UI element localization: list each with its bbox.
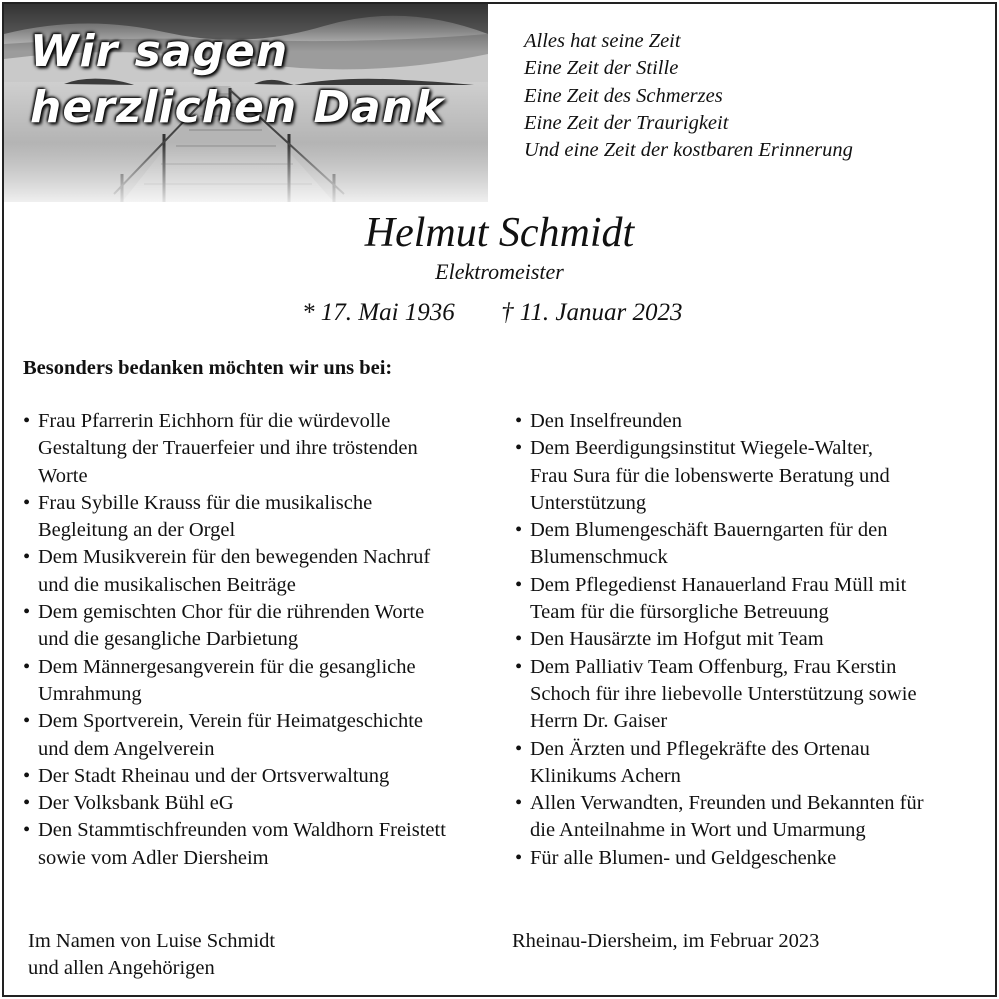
poem-line: Und eine Zeit der kostbaren Erinnerung: [524, 139, 853, 162]
thanks-item: • Dem Palliativ Team Offenburg, Frau Kerstin Schoch für ihre liebevolle Unterstützung sowie Herrn Dr. Gaiser: [515, 654, 985, 736]
photo-title-line-1: Wir sagen: [30, 26, 289, 77]
thanks-item: • Den Inselfreunden: [515, 408, 985, 435]
thanks-item: • Dem Männergesangverein für die gesangliche Umrahmung: [23, 654, 503, 709]
thanks-item: • Den Ärzten und Pflegekräfte des Ortenau Klinikums Achern: [515, 736, 985, 791]
poem: [524, 28, 853, 164]
poem-line: Eine Zeit der Traurigkeit: [524, 111, 729, 134]
thanks-item: • Dem gemischten Chor für die rührenden Worte und die gesangliche Darbietung: [23, 599, 503, 654]
thanks-item: • Frau Pfarrerin Eichhorn für die würdevolle Gestaltung der Trauerfeier und ihre tröstenden Worte: [23, 408, 503, 490]
thanks-list-right: [515, 408, 985, 872]
place-date: Rheinau-Diersheim, im Februar 2023: [512, 930, 820, 952]
poem-line: Eine Zeit des Schmerzes: [524, 84, 723, 107]
death-date: † 11. Januar 2023: [501, 299, 683, 326]
thanks-item: • Dem Pflegedienst Hanauerland Frau Müll mit Team für die fürsorgliche Betreuung: [515, 572, 985, 627]
signature-line-1: Im Namen von Luise Schmidt: [28, 930, 276, 952]
signature: [28, 928, 275, 983]
photo-title-line-2: herzlichen Dank: [30, 82, 445, 133]
thanks-item: • Den Hausärzte im Hofgut mit Team: [515, 626, 985, 653]
deceased-name: Helmut Schmidt: [364, 210, 635, 256]
thanks-item: • Dem Blumengeschäft Bauerngarten für den Blumenschmuck: [515, 517, 985, 572]
thanks-item: • Dem Beerdigungsinstitut Wiegele-Walter, Frau Sura für die lobenswerte Beratung und Unterstützung: [515, 435, 985, 517]
thanks-item: • Dem Musikverein für den bewegenden Nachruf und die musikalischen Beiträge: [23, 544, 503, 599]
poem-line: Eine Zeit der Stille: [524, 57, 679, 80]
thanks-item: • Allen Verwandten, Freunden und Bekannten für die Anteilnahme in Wort und Umarmung: [515, 790, 985, 845]
birth-date: * 17. Mai 1936: [302, 299, 455, 326]
thanks-heading: Besonders bedanken möchten wir uns bei:: [23, 357, 393, 379]
thanks-item: • Dem Sportverein, Verein für Heimatgeschichte und dem Angelverein: [23, 708, 503, 763]
thanks-list-left: [23, 408, 503, 872]
photo-title: [30, 24, 444, 136]
thanks-item: • Der Volksbank Bühl eG: [23, 790, 503, 817]
poem-line: Alles hat seine Zeit: [524, 30, 681, 52]
signature-line-2: und allen Angehörigen: [28, 957, 215, 980]
thanks-item: • Den Stammtischfreunden vom Waldhorn Freistett sowie vom Adler Diersheim: [23, 817, 503, 872]
obituary-notice: [2, 2, 997, 997]
thanks-item: • Für alle Blumen- und Geldgeschenke: [515, 845, 985, 872]
thanks-item: • Der Stadt Rheinau und der Ortsverwaltung: [23, 763, 503, 790]
deceased-profession: Elektromeister: [435, 259, 564, 284]
thanks-item: • Frau Sybille Krauss für die musikalische Begleitung an der Orgel: [23, 490, 503, 545]
pier-photo: [4, 4, 488, 202]
